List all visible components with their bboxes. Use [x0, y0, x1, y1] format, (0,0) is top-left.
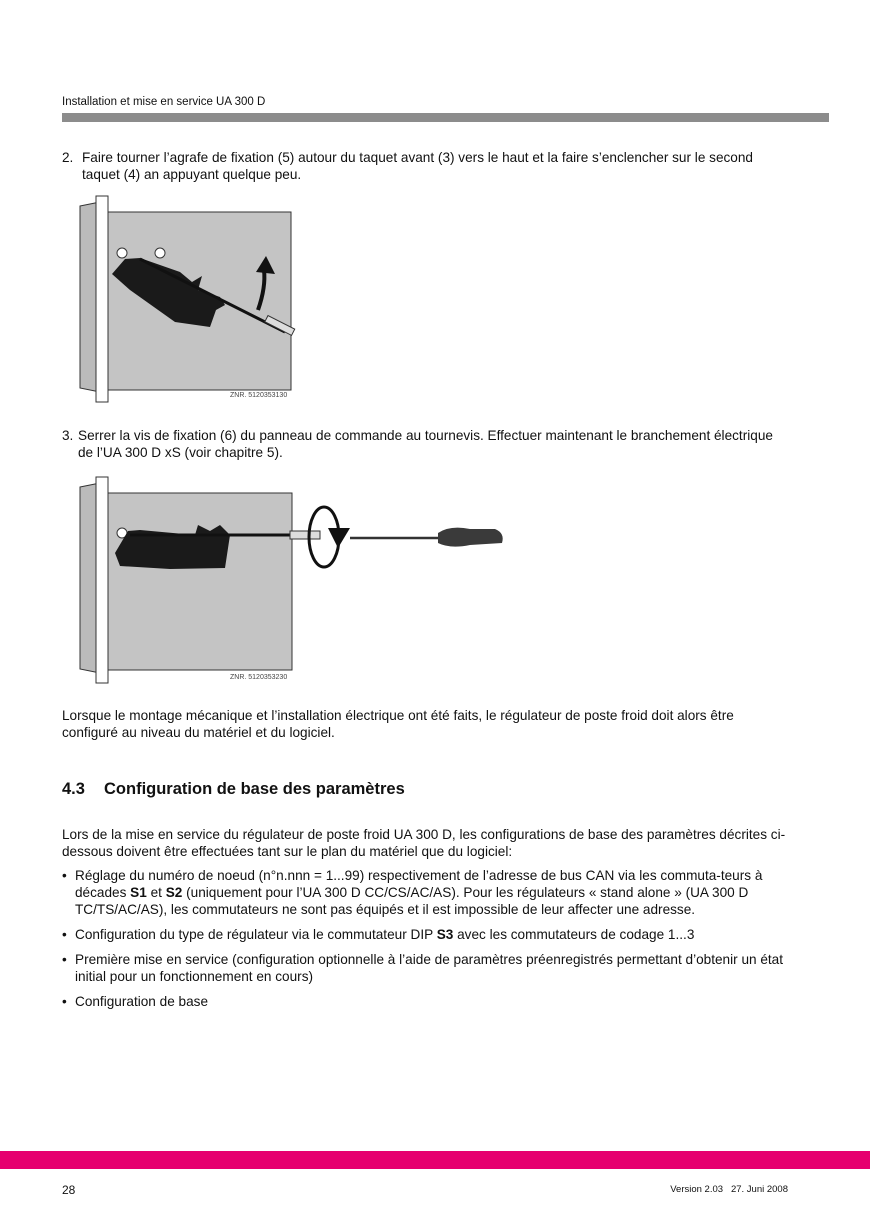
page-number: 28	[62, 1183, 76, 1197]
section-heading	[62, 780, 405, 799]
screwdriver-icon	[350, 528, 503, 547]
section-title: Configuration de base des paramètres	[104, 780, 405, 798]
config-bullet-list	[62, 867, 792, 1018]
bullet-text: Réglage du numéro de noeud (n°n.nnn = 1...99) respectivement de l’adresse de bus CAN via les commuta-teurs à décades	[75, 868, 763, 900]
step-text: Serrer la vis de fixation (6) du panneau de commande au tournevis. Effectuer maintenant le branchement électrique de l’UA 300 D xS (voir chapitre 5).	[78, 428, 773, 460]
bullet-icon: •	[62, 868, 67, 883]
list-item	[62, 993, 792, 1010]
section-intro: Lors de la mise en service du régulateur de poste froid UA 300 D, les configurations de base des paramètres décrites ci-dessous doivent être effectuées tant sur le plan du matériel que du logiciel:	[62, 827, 786, 859]
bullet-icon: •	[62, 927, 67, 942]
bullet-icon: •	[62, 994, 67, 1009]
bullet-text: Première mise en service (configuration optionnelle à l’aide de paramètres préenregistrés permettant d’obtenir un état initial pour un fonctionnement en cours)	[75, 952, 784, 984]
list-item	[62, 867, 792, 918]
step-number: 2.	[62, 150, 74, 165]
figure-caption: ZNR. 5120353230	[230, 674, 288, 681]
bullet-icon: •	[62, 952, 67, 967]
bold-term: S3	[436, 927, 454, 942]
bullet-text: (uniquement pour l’UA 300 D CC/CS/AC/AS). Pour les régulateurs « stand alone » (UA 300 D TC/TS/AC/AS), les commutateurs ne sont pas équipés et il est impossible de leur affecter une adresse.	[75, 885, 749, 917]
version-info: Version 2.03 27. Juni 2008	[670, 1184, 788, 1195]
bold-term: S1	[130, 885, 147, 900]
bullet-text: avec les commutateurs de codage 1...3	[453, 927, 695, 942]
header-divider	[62, 113, 829, 122]
figure-clip-rotation	[70, 192, 310, 404]
step-text: Faire tourner l’agrafe de fixation (5) autour du taquet avant (3) vers le haut et la faire s’enclencher sur le second taquet (4) an appuyant quelque peu.	[82, 150, 753, 182]
bullet-text: Configuration de base	[75, 994, 209, 1009]
step-3	[62, 427, 782, 461]
figure-screw-tightening	[70, 473, 510, 685]
section-number: 4.3	[62, 780, 85, 798]
step-2	[62, 149, 782, 183]
list-item	[62, 951, 792, 985]
figure-caption: ZNR. 5120353130	[230, 392, 288, 399]
step-number: 3.	[62, 428, 74, 443]
paragraph-config-needed: Lorsque le montage mécanique et l’installation électrique ont été faits, le régulateur de poste froid doit alors être configuré au niveau du matériel et du logiciel.	[62, 708, 734, 740]
list-item	[62, 926, 792, 943]
footer-bar	[0, 1151, 870, 1169]
running-header: Installation et mise en service UA 300 D	[62, 96, 266, 108]
bullet-text: et	[146, 885, 166, 900]
bold-term: S2	[165, 885, 183, 900]
bullet-text: Configuration du type de régulateur via le commutateur DIP	[75, 927, 437, 942]
